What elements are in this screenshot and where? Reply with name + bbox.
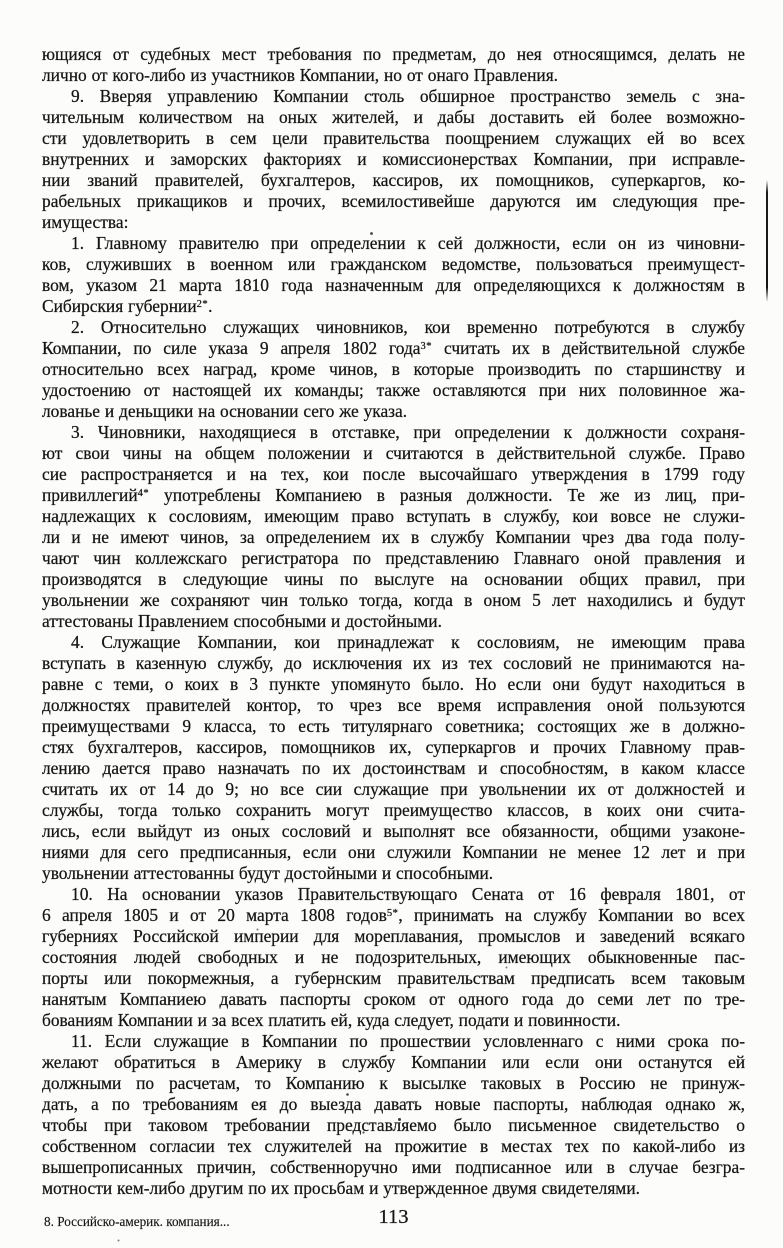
text-line: ниями для сего предписанныя, если они служили Компании не менее 12 лет и при bbox=[42, 842, 745, 862]
text-line: ли и не имеют чинов, за определением их в службу Компании чрез два года полу- bbox=[42, 527, 745, 547]
text-line: мотности кем-либо другим по их просьбам и утвержденное двумя свидетелями. bbox=[42, 1178, 640, 1198]
text-line: чтобы при таковом требовании представляемо было письменное свидетельство о bbox=[42, 1115, 745, 1135]
text-line: надлежащих к сословиям, имеющим право вступать в службу, кои вовсе не служи- bbox=[42, 506, 745, 526]
text-line: лично от кого-либо из участников Компании, но от онаго Правления. bbox=[42, 65, 559, 85]
text-line: ков, служивших в военном или гражданском ведомстве, пользоваться преимущест- bbox=[42, 254, 745, 274]
text-line: чают чин коллежскаго регистратора по представлению Главнаго оной правления и bbox=[42, 548, 745, 568]
text-line: 10. На основании указов Правительствующаго Сената от 16 февраля 1801, от bbox=[71, 884, 745, 904]
text-line: имущества: bbox=[42, 212, 129, 232]
text-line: увольнении же сохраняют чин только тогда, когда в оном 5 лет находились и будут bbox=[42, 590, 745, 610]
text-line: вышепрописанных причин, собственноручно ими подписанное или в случае безгра- bbox=[42, 1157, 745, 1177]
text-line: службы, тогда только сохранить могут преимущество классов, в коих они счита- bbox=[42, 800, 745, 820]
text-line: 3. Чиновники, находящиеся в отставке, при определении к должности сохраня- bbox=[71, 422, 745, 442]
text-line: дать, а по требованиям ея до выезда давать новые паспорты, наблюдая однако ж, bbox=[42, 1094, 745, 1114]
text-line: удостоению от настоящей их команды; также оставляются при них половинное жа- bbox=[42, 380, 745, 400]
text-line: стях бухгалтеров, кассиров, помощников их, суперкаргов и прочих Главному прав- bbox=[42, 737, 745, 757]
text-line: 2. Относительно служащих чиновников, кои временно потребуются в службу bbox=[71, 317, 745, 337]
footnote-marker: 4* bbox=[137, 488, 150, 500]
text-line: привиллегий$^{4*}$ употреблены Компаниею в разныя должности. Те же из лиц, при- bbox=[42, 485, 745, 505]
text-line: желают обратиться в Америку в службу Компании или если они останутся ей bbox=[42, 1052, 745, 1072]
scan-specks bbox=[0, 0, 1, 1]
text-line: собственном согласии тех служителей на прожитие в местах тех по какой-либо из bbox=[42, 1136, 745, 1156]
footnote-marker: 5* bbox=[386, 908, 399, 920]
footnote-marker: 3* bbox=[420, 341, 433, 353]
page-text bbox=[42, 44, 745, 1199]
text-line: чительным количеством на оных жителей, и дабы доставить ей более возможно- bbox=[42, 107, 745, 127]
text-line: увольнении аттестованны будут достойными и способными. bbox=[42, 863, 494, 883]
text-line: нии званий правителей, бухгалтеров, кассиров, их помощников, суперкаргов, ко- bbox=[42, 170, 745, 190]
text-line: относительно всех наград, кроме чинов, в которые производить по старшинству и bbox=[42, 359, 745, 379]
text-line: сие распространяется и на тех, кои после высочайшаго утверждения в 1799 году bbox=[42, 464, 745, 484]
footnote-marker: 2* bbox=[196, 299, 209, 311]
text-line: производятся в следующие чины по выслуге на основании общих правил, при bbox=[42, 569, 745, 589]
text-line: 6 апреля 1805 и от 20 марта 1808 годов$^{5*}$, принимать на службу Компании во всех bbox=[42, 905, 745, 925]
scan-line-artifact bbox=[766, 180, 768, 302]
text-line: нанятым Компаниею давать паспорты сроком от одного года до семи лет по тре- bbox=[42, 989, 745, 1009]
text-line: должными по расчетам, то Компанию к высылке таковых в Россию не принуж- bbox=[42, 1073, 745, 1093]
text-line: вом, указом 21 марта 1810 года назначенным для определяющихся к должностям в bbox=[42, 275, 745, 295]
text-line: 1. Главному правителю при определении к сей должности, если он из чиновни- bbox=[71, 233, 745, 253]
text-line: губерниях Российской империи для мореплавания, промыслов и заведений всякаго bbox=[42, 926, 745, 946]
text-line: должностях правителей контор, то чрез все время исправления оной пользуются bbox=[42, 695, 745, 715]
text-line: сти удовлетворить в сем цели правительства поощрением служащих ей во всех bbox=[42, 128, 745, 148]
text-line: вступать в казенную службу, до исключения их из тех сословий не принимаются на- bbox=[42, 653, 745, 673]
page-number: 113 bbox=[378, 1206, 409, 1228]
text-line: внутренних и заморских факториях и комиссионерствах Компании, при исправле- bbox=[42, 149, 745, 169]
text-line: преимуществами 9 класса, то есть титулярнаго советника; состоящих же в должно- bbox=[42, 716, 745, 736]
text-line: лованье и деньщики на основании сего же указа. bbox=[42, 401, 408, 421]
text-line: лению дается право назначать по их достоинствам и способностям, в каком классе bbox=[42, 758, 745, 778]
text-line: лись, если выйдут из оных сословий и выполнят все обязанности, общими узаконе- bbox=[42, 821, 745, 841]
text-line: Компании, по силе указа 9 апреля 1802 года$^{3*}$ считать их в действительной службе bbox=[42, 338, 745, 358]
text-line: аттестованы Правлением способными и достойными. bbox=[42, 611, 442, 631]
text-line: 11. Если служащие в Компании по прошествии условленнаго с ними срока по- bbox=[71, 1031, 745, 1051]
text-line: равне с теми, о коих в 3 пункте упомянуто было. Но если они будут находиться в bbox=[42, 674, 745, 694]
text-line: Сибирския губернии$^{2*}$. bbox=[42, 296, 213, 316]
text-line: считать их от 14 до 9; но все сии служащие при увольнении их от должностей и bbox=[42, 779, 745, 799]
text-line: 4. Служащие Компании, кои принадлежат к сословиям, не имеющим права bbox=[71, 632, 745, 652]
text-line: бованиям Компании и за всех платить ей, куда следует, подати и повинности. bbox=[42, 1010, 621, 1030]
text-line: 9. Вверяя управлению Компании столь обширное пространство земель с зна- bbox=[71, 86, 745, 106]
text-line: порты или покормежныя, а губернским правительствам предписать всем таковым bbox=[42, 968, 745, 988]
text-line: ющияся от судебных мест требования по предметам, до нея относящимся, делать не bbox=[42, 44, 745, 64]
footer-signature: 8. Российско-америк. компания... bbox=[44, 1214, 230, 1229]
text-line: рабельных прикащиков и прочих, всемилостивейше даруются им следующия пре- bbox=[42, 191, 745, 211]
text-line: ют свои чины на общем положении и считаются в действительной службе. Право bbox=[42, 443, 745, 463]
text-line: состояния людей свободных и не подозрительных, имеющих обыкновенные пас- bbox=[42, 947, 745, 967]
